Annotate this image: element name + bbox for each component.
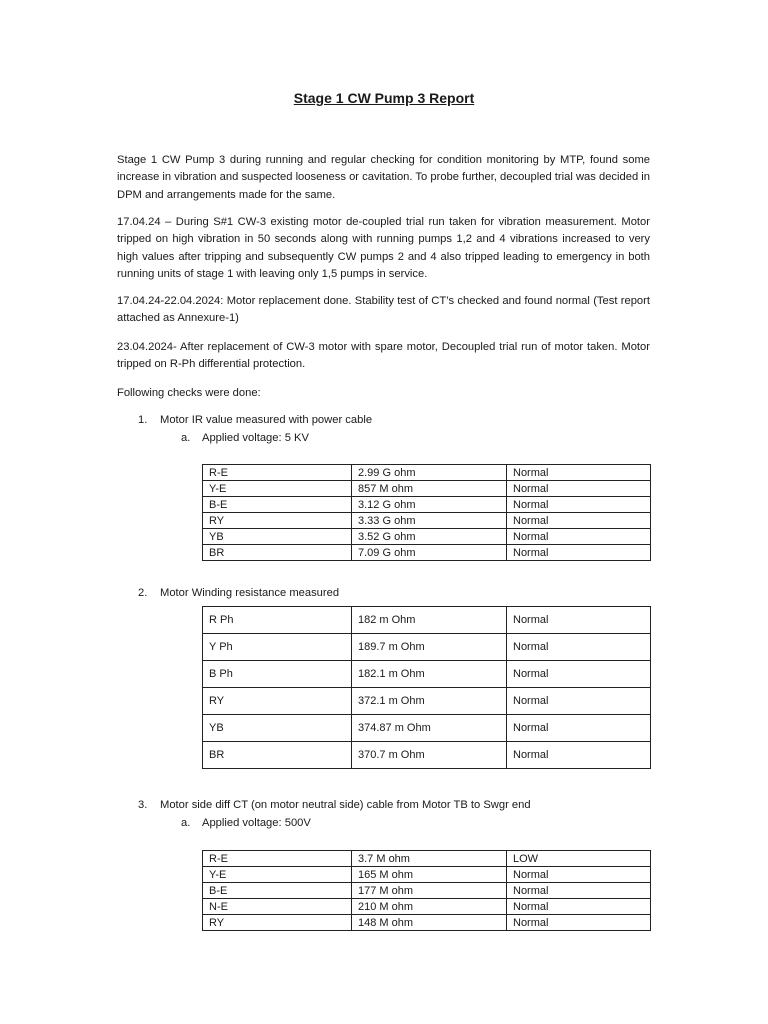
winding-resistance-table: [202, 606, 651, 769]
table-row: [203, 867, 651, 883]
check-1-sub-text: Applied voltage: 5 KV: [202, 432, 309, 444]
table-cell-parameter: B-E: [203, 883, 352, 899]
paragraph-checks-intro: Following checks were done:: [117, 387, 261, 399]
table-cell-parameter: YB: [203, 715, 352, 742]
table-cell-value: 182.1 m Ohm: [352, 661, 507, 688]
check-1-number: 1.: [138, 414, 148, 426]
table-cell-status: Normal: [507, 899, 651, 915]
table-row: [203, 513, 651, 529]
table-cell-status: Normal: [507, 634, 651, 661]
check-1-text: Motor IR value measured with power cable: [160, 414, 373, 426]
table-row: [203, 883, 651, 899]
table-cell-parameter: Y Ph: [203, 634, 352, 661]
table-cell-status: Normal: [507, 742, 651, 769]
table-cell-parameter: YB: [203, 529, 352, 545]
table-cell-value: 7.09 G ohm: [352, 545, 507, 561]
check-2-text: Motor Winding resistance measured: [160, 587, 340, 599]
table-cell-status: Normal: [507, 529, 651, 545]
diff-ct-ir-table: [202, 850, 651, 931]
table-row: [203, 529, 651, 545]
check-2-number: 2.: [138, 587, 148, 599]
paragraph-decoupled-trial: 23.04.2024- After replacement of CW-3 motor with spare motor, Decoupled trial run of motor taken. Motor tripped on R-Ph differential protection.: [117, 341, 650, 371]
table-cell-value: 189.7 m Ohm: [352, 634, 507, 661]
table-cell-value: 3.12 G ohm: [352, 497, 507, 513]
table-cell-parameter: R-E: [203, 465, 352, 481]
table-cell-value: 857 M ohm: [352, 481, 507, 497]
table-row: [203, 465, 651, 481]
check-3-sub-text: Applied voltage: 500V: [202, 817, 311, 829]
table-row: [203, 915, 651, 931]
table-cell-status: Normal: [507, 715, 651, 742]
table-cell-parameter: Y-E: [203, 867, 352, 883]
table-row: [203, 497, 651, 513]
check-3-sub-number: a.: [181, 817, 191, 829]
table-cell-parameter: R-E: [203, 851, 352, 867]
report-title: Stage 1 CW Pump 3 Report: [293, 90, 475, 106]
table-cell-parameter: RY: [203, 688, 352, 715]
table-row: [203, 742, 651, 769]
table-cell-status: Normal: [507, 513, 651, 529]
table-cell-value: 210 M ohm: [352, 899, 507, 915]
paragraph-motor-replacement: 17.04.24-22.04.2024: Motor replacement done. Stability test of CT’s checked and found normal (Test report attached as Annexure-1): [117, 295, 650, 325]
table-cell-value: 182 m Ohm: [352, 607, 507, 634]
table-row: [203, 661, 651, 688]
table-cell-parameter: BR: [203, 742, 352, 769]
check-1-sub-number: a.: [181, 432, 191, 444]
table-row: [203, 545, 651, 561]
table-row: [203, 899, 651, 915]
table-row: [203, 715, 651, 742]
table-row: [203, 851, 651, 867]
table-row: [203, 634, 651, 661]
table-cell-value: 370.7 m Ohm: [352, 742, 507, 769]
table-cell-parameter: RY: [203, 915, 352, 931]
table-cell-parameter: Y-E: [203, 481, 352, 497]
table-cell-value: 372.1 m Ohm: [352, 688, 507, 715]
table-cell-parameter: R Ph: [203, 607, 352, 634]
table-cell-status: Normal: [507, 688, 651, 715]
table-cell-parameter: N-E: [203, 899, 352, 915]
table-cell-status: Normal: [507, 607, 651, 634]
table-cell-status: Normal: [507, 867, 651, 883]
table-cell-value: 148 M ohm: [352, 915, 507, 931]
check-3-text: Motor side diff CT (on motor neutral side) cable from Motor TB to Swgr end: [160, 799, 531, 811]
table-cell-parameter: RY: [203, 513, 352, 529]
table-cell-value: 165 M ohm: [352, 867, 507, 883]
table-cell-status: Normal: [507, 545, 651, 561]
table-cell-status: Normal: [507, 883, 651, 899]
table-cell-value: 3.52 G ohm: [352, 529, 507, 545]
table-cell-status: Normal: [507, 481, 651, 497]
ir-value-table: [202, 464, 651, 561]
paragraph-intro: Stage 1 CW Pump 3 during running and regular checking for condition monitoring by MTP, found some increase in vibration and suspected looseness or cavitation. To probe further, decoupled trial was decided in DPM and arrangements made for the same.: [117, 154, 650, 201]
table-cell-value: 374.87 m Ohm: [352, 715, 507, 742]
table-row: [203, 481, 651, 497]
table-cell-status: Normal: [507, 497, 651, 513]
table-cell-parameter: B-E: [203, 497, 352, 513]
table-cell-value: 3.7 M ohm: [352, 851, 507, 867]
table-row: [203, 688, 651, 715]
table-cell-value: 2.99 G ohm: [352, 465, 507, 481]
table-cell-value: 3.33 G ohm: [352, 513, 507, 529]
table-cell-value: 177 M ohm: [352, 883, 507, 899]
table-cell-parameter: B Ph: [203, 661, 352, 688]
table-cell-parameter: BR: [203, 545, 352, 561]
table-cell-status: Normal: [507, 465, 651, 481]
table-cell-status: LOW: [507, 851, 651, 867]
paragraph-trial-run: 17.04.24 – During S#1 CW-3 existing motor de-coupled trial run taken for vibration measurement. Motor tripped on high vibration in 50 seconds along with running pumps 1,2 and 4 vibrations increased to very high values after tripping and subsequently CW pumps 2 and 4 also tripped leading to emergency in both running units of stage 1 with leaving only 1,5 pumps in service.: [117, 216, 650, 281]
check-3-number: 3.: [138, 799, 148, 811]
table-row: [203, 607, 651, 634]
table-cell-status: Normal: [507, 915, 651, 931]
table-cell-status: Normal: [507, 661, 651, 688]
